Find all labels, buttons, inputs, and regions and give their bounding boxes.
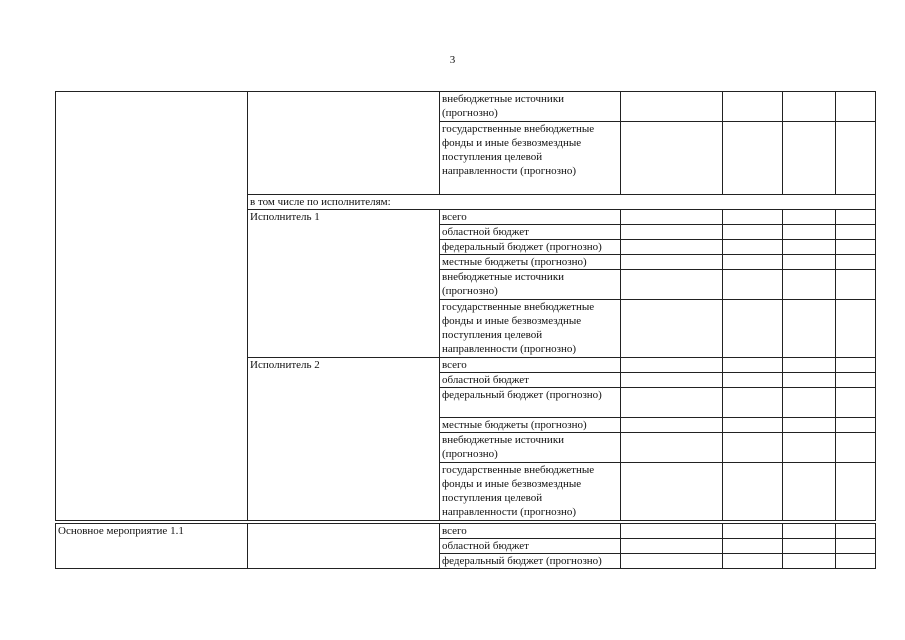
value-cell: [621, 463, 723, 521]
value-cell: [836, 554, 876, 569]
value-cell: [723, 300, 783, 358]
source-cell: местные бюджеты (прогнозно): [440, 255, 621, 270]
value-cell: [836, 524, 876, 539]
source-cell: федеральный бюджет (прогнозно): [440, 388, 621, 418]
main-event-name: Основное мероприятие 1.1: [56, 524, 248, 569]
main-event-table: [55, 523, 876, 569]
value-cell: [783, 300, 836, 358]
value-cell: [783, 463, 836, 521]
value-cell: [621, 358, 723, 373]
source-cell: всего: [440, 358, 621, 373]
value-cell: [621, 418, 723, 433]
value-cell: [783, 358, 836, 373]
value-cell: [621, 433, 723, 463]
source-cell: государственные внебюджетные фонды и иные безвозмездные поступления целевой направленности (прогнозно): [440, 463, 621, 521]
value-cell: [723, 554, 783, 569]
value-cell: [836, 122, 876, 195]
value-cell: [836, 418, 876, 433]
value-cell: [723, 433, 783, 463]
value-cell: [723, 210, 783, 225]
value-cell: [836, 300, 876, 358]
value-cell: [783, 373, 836, 388]
value-cell: [621, 524, 723, 539]
value-cell: [783, 433, 836, 463]
value-cell: [783, 240, 836, 255]
value-cell: [723, 388, 783, 418]
value-cell: [836, 225, 876, 240]
source-cell: федеральный бюджет (прогнозно): [440, 240, 621, 255]
value-cell: [783, 554, 836, 569]
table-row: [56, 524, 876, 539]
value-cell: [836, 388, 876, 418]
value-cell: [723, 463, 783, 521]
source-cell: внебюджетные источники (прогнозно): [440, 433, 621, 463]
executor-2-cell: Исполнитель 2: [248, 358, 440, 521]
value-cell: [621, 92, 723, 122]
value-cell: [723, 373, 783, 388]
value-cell: [836, 433, 876, 463]
source-cell: местные бюджеты (прогнозно): [440, 418, 621, 433]
value-cell: [836, 270, 876, 300]
value-cell: [723, 122, 783, 195]
value-cell: [723, 225, 783, 240]
event-name-cell: [56, 92, 248, 521]
value-cell: [621, 373, 723, 388]
value-cell: [783, 539, 836, 554]
source-cell: областной бюджет: [440, 539, 621, 554]
value-cell: [836, 92, 876, 122]
value-cell: [836, 210, 876, 225]
value-cell: [783, 92, 836, 122]
executor-1-cell: Исполнитель 1: [248, 210, 440, 358]
value-cell: [836, 240, 876, 255]
value-cell: [621, 388, 723, 418]
source-cell: внебюджетные источники (прогнозно): [440, 92, 621, 122]
including-executors-label: в том числе по исполнителям:: [248, 195, 876, 210]
source-cell: внебюджетные источники (прогнозно): [440, 270, 621, 300]
value-cell: [836, 255, 876, 270]
value-cell: [621, 240, 723, 255]
value-cell: [723, 92, 783, 122]
source-cell: государственные внебюджетные фонды и иные безвозмездные поступления целевой направленности (прогнозно): [440, 300, 621, 358]
value-cell: [621, 300, 723, 358]
source-cell: областной бюджет: [440, 373, 621, 388]
value-cell: [783, 388, 836, 418]
value-cell: [621, 122, 723, 195]
value-cell: [783, 270, 836, 300]
value-cell: [723, 358, 783, 373]
value-cell: [723, 270, 783, 300]
value-cell: [783, 524, 836, 539]
value-cell: [621, 270, 723, 300]
value-cell: [621, 554, 723, 569]
value-cell: [836, 373, 876, 388]
value-cell: [783, 255, 836, 270]
value-cell: [783, 418, 836, 433]
value-cell: [783, 122, 836, 195]
source-cell: всего: [440, 524, 621, 539]
executor-cell: [248, 524, 440, 569]
value-cell: [723, 418, 783, 433]
source-cell: всего: [440, 210, 621, 225]
source-cell: федеральный бюджет (прогнозно): [440, 554, 621, 569]
value-cell: [723, 255, 783, 270]
value-cell: [723, 524, 783, 539]
value-cell: [836, 539, 876, 554]
budget-table: [55, 91, 876, 521]
value-cell: [621, 255, 723, 270]
source-cell: государственные внебюджетные фонды и иные безвозмездные поступления целевой направленности (прогнозно): [440, 122, 621, 195]
value-cell: [783, 210, 836, 225]
value-cell: [836, 358, 876, 373]
value-cell: [621, 210, 723, 225]
page-number: 3: [449, 54, 456, 66]
value-cell: [621, 225, 723, 240]
value-cell: [723, 539, 783, 554]
value-cell: [783, 225, 836, 240]
value-cell: [836, 463, 876, 521]
value-cell: [621, 539, 723, 554]
executor-cell: [248, 92, 440, 195]
value-cell: [723, 240, 783, 255]
table-row: [56, 92, 876, 122]
source-cell: областной бюджет: [440, 225, 621, 240]
